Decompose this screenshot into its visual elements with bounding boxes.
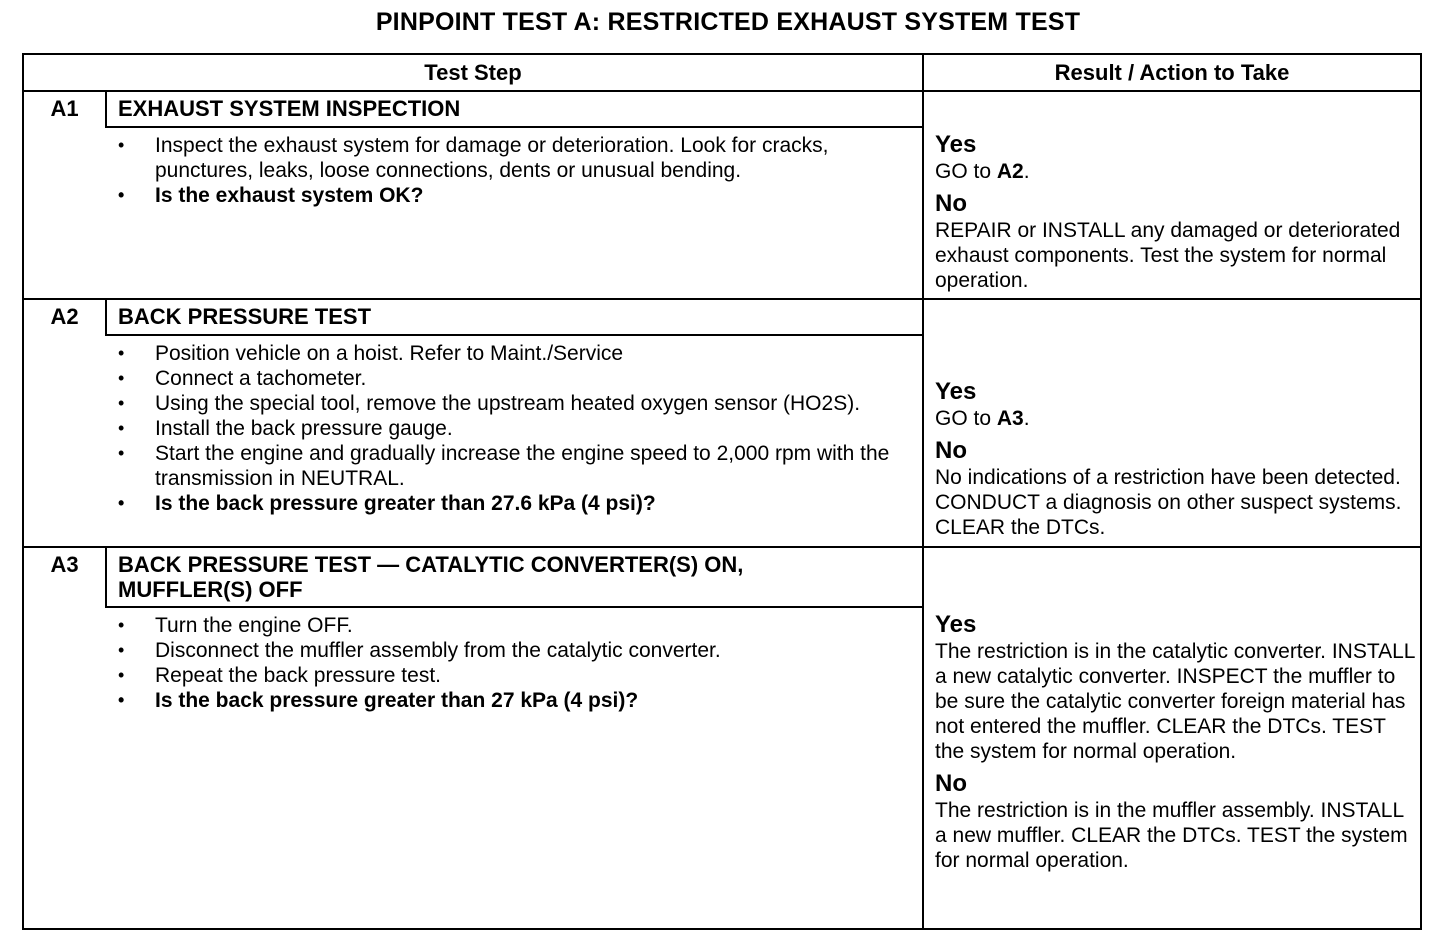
step-instructions (118, 341, 898, 516)
step-title-divider (106, 126, 922, 128)
row-divider (24, 546, 1420, 548)
no-action: No indications of a restriction have been detected. CONDUCT a diagnosis on other suspect systems. CLEAR the DTCs. (935, 466, 1402, 539)
no-label: No (935, 770, 967, 797)
step-id-divider (105, 300, 107, 336)
yes-label: Yes (935, 378, 977, 405)
page-title: PINPOINT TEST A: RESTRICTED EXHAUST SYSTEM TEST (375, 8, 1081, 36)
step-bullet: • Start the engine and gradually increase the engine speed to 2,000 rpm with the transmission in NEUTRAL. (118, 441, 898, 491)
no-action: REPAIR or INSTALL any damaged or deteriorated exhaust components. Test the system for normal operation. (935, 219, 1401, 292)
no-label: No (935, 190, 967, 217)
yes-action: GO to A2. (935, 160, 1030, 183)
no-action: The restriction is in the muffler assembly. INSTALL a new muffler. CLEAR the DTCs. TEST the system for normal operation. (935, 799, 1408, 872)
step-bullet: • Turn the engine OFF. (118, 613, 898, 638)
header-divider (24, 90, 1420, 92)
step-result (935, 611, 1417, 873)
column-header-test-step: Test Step (424, 60, 522, 85)
row-divider (24, 298, 1420, 300)
step-question: • Is the exhaust system OK? (118, 183, 898, 208)
step-question: • Is the back pressure greater than 27.6 kPa (4 psi)? (118, 491, 898, 516)
step-title: BACK PRESSURE TEST (118, 304, 372, 329)
step-bullet: • Position vehicle on a hoist. Refer to Maint./Service (118, 341, 898, 366)
pinpoint-test-table (22, 53, 1422, 930)
step-title-divider (106, 606, 922, 608)
step-bullet: • Repeat the back pressure test. (118, 663, 898, 688)
step-id-divider (105, 548, 107, 608)
column-header-result: Result / Action to Take (1054, 60, 1290, 85)
step-result (935, 378, 1417, 540)
no-label: No (935, 437, 967, 464)
step-result (935, 131, 1417, 293)
step-bullet: • Inspect the exhaust system for damage or deterioration. Look for cracks, punctures, leaks, loose connections, dents or unusual bending. (118, 133, 898, 183)
step-bullet: • Disconnect the muffler assembly from the catalytic converter. (118, 638, 898, 663)
step-reference: A2 (996, 160, 1024, 183)
step-reference: A3 (996, 407, 1024, 430)
step-bullet: • Connect a tachometer. (118, 366, 898, 391)
step-title: BACK PRESSURE TEST — CATALYTIC CONVERTER(S) ON, MUFFLER(S) OFF (118, 552, 744, 602)
step-id: A1 (50, 96, 79, 121)
step-instructions (118, 133, 898, 208)
column-divider (922, 55, 924, 928)
step-title: EXHAUST SYSTEM INSPECTION (118, 96, 461, 121)
step-title-divider (106, 334, 922, 336)
yes-action: The restriction is in the catalytic converter. INSTALL a new catalytic converter. INSPECT the muffler to be sure the catalytic converter foreign material has not entered the muffler. CLEAR the DTCs. TEST the system for normal operation. (935, 640, 1415, 763)
yes-label: Yes (935, 611, 977, 638)
step-question: • Is the back pressure greater than 27 kPa (4 psi)? (118, 688, 898, 713)
step-id: A3 (50, 552, 79, 577)
step-bullet: • Install the back pressure gauge. (118, 416, 898, 441)
step-instructions (118, 613, 898, 713)
yes-action: GO to A3. (935, 407, 1030, 430)
yes-label: Yes (935, 131, 977, 158)
step-bullet: • Using the special tool, remove the upstream heated oxygen sensor (HO2S). (118, 391, 898, 416)
step-id-divider (105, 92, 107, 128)
step-id: A2 (50, 304, 79, 329)
